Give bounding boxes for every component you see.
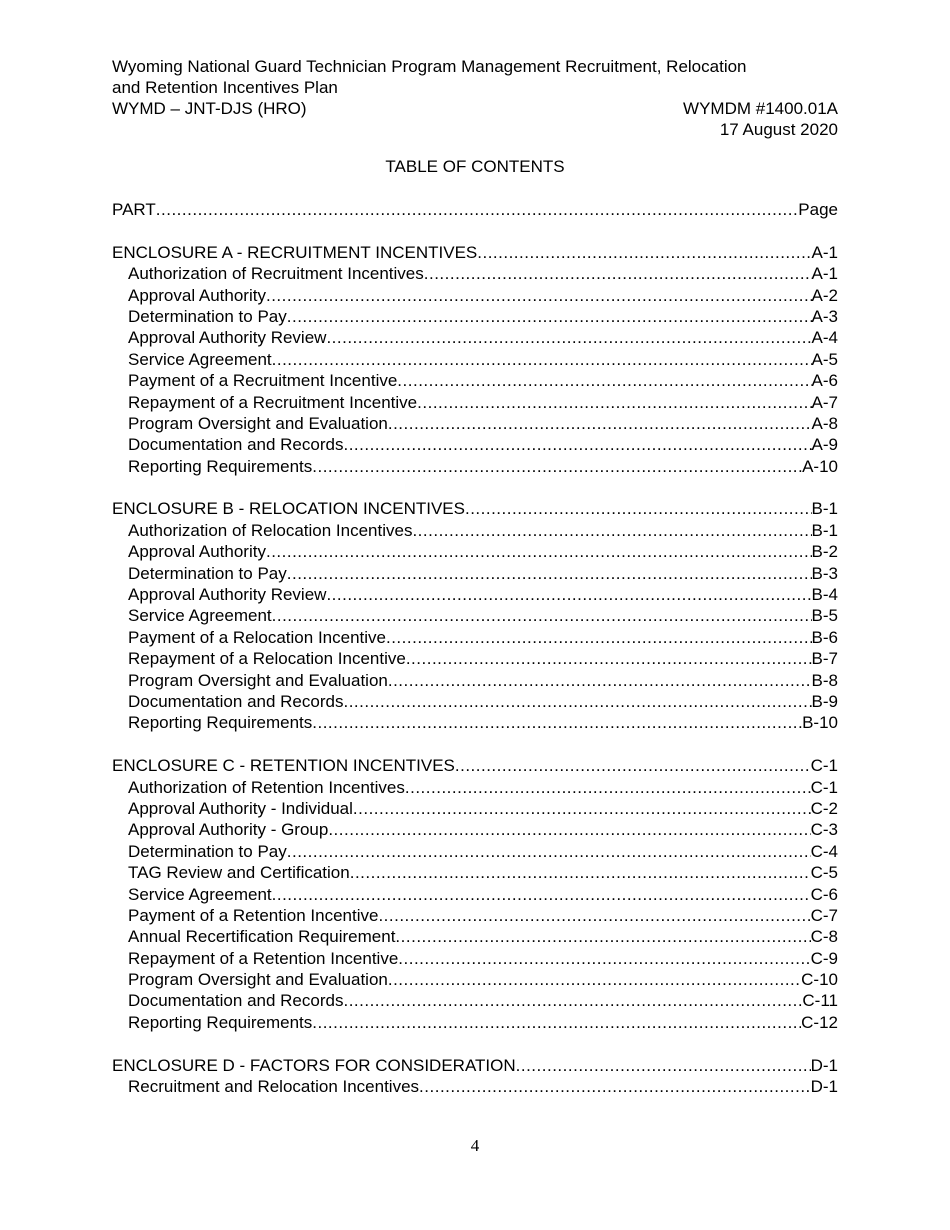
toc-item-row[interactable] — [112, 948, 838, 969]
toc-entry-label: Approval Authority Review — [128, 585, 327, 605]
header-office-row — [112, 98, 838, 119]
toc-leader-dots — [405, 777, 811, 798]
toc-enclosure-row[interactable] — [112, 1055, 838, 1076]
toc-part-label: PART — [112, 200, 156, 219]
document-date: 17 August 2020 — [719, 120, 838, 139]
toc-leader-dots — [455, 755, 811, 776]
toc-entry-page: B-6 — [811, 627, 838, 647]
toc-item-row[interactable] — [112, 670, 838, 691]
toc-entry-label: Determination to Pay — [128, 563, 287, 583]
toc-entry-label: ENCLOSURE A - RECRUITMENT INCENTIVES — [112, 242, 478, 262]
toc-entry-label: TAG Review and Certification — [128, 863, 350, 883]
toc-entry-page: B-5 — [811, 606, 838, 626]
toc-entry-page: D-1 — [810, 1077, 838, 1097]
toc-entry-label: Approval Authority - Individual — [128, 798, 353, 818]
toc-leader-dots — [397, 370, 811, 391]
toc-entry-label: Authorization of Recruitment Incentives — [128, 264, 424, 284]
toc-enclosure-row[interactable] — [112, 755, 838, 776]
toc-entry-page: A-9 — [811, 435, 838, 455]
toc-entry-page: B-3 — [811, 563, 838, 583]
toc-item-row[interactable] — [112, 370, 838, 391]
toc-leader-dots — [287, 306, 812, 327]
toc-entry-label: Payment of a Retention Incentive — [128, 905, 379, 925]
toc-entry-label: ENCLOSURE D - FACTORS FOR CONSIDERATION — [112, 1055, 516, 1075]
toc-leader-dots — [388, 969, 801, 990]
toc-entry-page: B-9 — [811, 691, 838, 711]
toc-leader-dots — [477, 242, 811, 263]
toc-entry-label: Determination to Pay — [128, 841, 287, 861]
toc-item-row[interactable] — [112, 1076, 838, 1097]
toc-item-row[interactable] — [112, 584, 838, 605]
toc-title: TABLE OF CONTENTS — [385, 157, 565, 176]
toc-leader-dots — [328, 819, 810, 840]
toc-entry-page: D-1 — [810, 1055, 838, 1075]
toc-entry-label: ENCLOSURE B - RELOCATION INCENTIVES — [112, 499, 465, 519]
toc-leader-dots — [156, 199, 799, 220]
toc-entry-page: C-12 — [801, 1012, 838, 1032]
page-number: 4 — [470, 1136, 480, 1155]
toc-entry-label: Repayment of a Recruitment Incentive — [128, 392, 418, 412]
toc-entry-page: A-7 — [811, 392, 838, 412]
toc-entry-label: Authorization of Retention Incentives — [128, 777, 405, 797]
toc-item-row[interactable] — [112, 819, 838, 840]
toc-entry-page: B-7 — [811, 649, 838, 669]
toc-item-row[interactable] — [112, 926, 838, 947]
toc-entry-label: Documentation and Records — [128, 435, 344, 455]
toc-item-row[interactable] — [112, 541, 838, 562]
toc-entry-label: Authorization of Relocation Incentives — [128, 520, 413, 540]
toc-item-row[interactable] — [112, 990, 838, 1011]
toc-entry-page: C-10 — [801, 970, 838, 990]
toc-leader-dots — [312, 712, 802, 733]
toc-entry-label: Repayment of a Retention Incentive — [128, 948, 399, 968]
toc-leader-dots — [388, 413, 812, 434]
toc-leader-dots — [388, 670, 812, 691]
toc-leader-dots — [326, 327, 811, 348]
toc-item-row[interactable] — [112, 306, 838, 327]
toc-leader-dots — [343, 691, 811, 712]
toc-entry-page: A-1 — [811, 264, 838, 284]
document-number: WYMDM #1400.01A — [683, 99, 838, 118]
toc-entry-page: A-5 — [811, 349, 838, 369]
toc-item-row[interactable] — [112, 413, 838, 434]
toc-leader-dots — [386, 627, 812, 648]
toc-entry-page: C-6 — [810, 884, 838, 904]
toc-leader-dots — [312, 1012, 801, 1033]
toc-item-row[interactable] — [112, 456, 838, 477]
toc-leader-dots — [326, 584, 811, 605]
toc-leader-dots — [287, 563, 812, 584]
toc-entry-label: Reporting Requirements — [128, 1012, 313, 1032]
toc-entry-label: Approval Authority — [128, 542, 266, 562]
toc-entry-page: A-3 — [811, 306, 838, 326]
toc-entry-page: B-1 — [811, 520, 838, 540]
document-header — [112, 56, 838, 140]
toc-spacer — [112, 220, 838, 241]
toc-entry-label: Repayment of a Relocation Incentive — [128, 649, 406, 669]
toc-entry-label: Program Oversight and Evaluation — [128, 670, 388, 690]
toc-leader-dots — [417, 392, 811, 413]
toc-item-row[interactable] — [112, 691, 838, 712]
toc-item-row[interactable] — [112, 648, 838, 669]
toc-item-row[interactable] — [112, 777, 838, 798]
document-page — [112, 56, 838, 1097]
office-code: WYMD – JNT-DJS (HRO) — [112, 99, 307, 118]
toc-leader-dots — [343, 990, 802, 1011]
toc-leader-dots — [398, 948, 810, 969]
toc-entry-label: Reporting Requirements — [128, 713, 313, 733]
toc-item-row[interactable] — [112, 905, 838, 926]
toc-entry-page: A-6 — [811, 371, 838, 391]
toc-leader-dots — [465, 498, 812, 519]
table-of-contents — [112, 199, 838, 1097]
toc-entry-page: B-2 — [811, 542, 838, 562]
toc-entry-page: C-11 — [802, 991, 838, 1011]
toc-page-label: Page — [798, 200, 838, 219]
toc-item-row[interactable] — [112, 520, 838, 541]
toc-item-row[interactable] — [112, 712, 838, 733]
toc-leader-dots — [312, 456, 802, 477]
toc-entry-page: C-9 — [810, 948, 838, 968]
toc-entry-label: Service Agreement — [128, 884, 272, 904]
toc-entry-page: A-4 — [811, 328, 838, 348]
toc-entry-page: C-4 — [810, 841, 838, 861]
toc-leader-dots — [412, 520, 811, 541]
toc-entry-label: Approval Authority - Group — [128, 820, 329, 840]
toc-entry-label: Documentation and Records — [128, 991, 344, 1011]
toc-item-row[interactable] — [112, 285, 838, 306]
toc-leader-dots — [272, 349, 812, 370]
toc-item-row[interactable] — [112, 841, 838, 862]
toc-entry-page: C-5 — [810, 863, 838, 883]
toc-entry-label: Approval Authority — [128, 285, 266, 305]
toc-item-row[interactable] — [112, 263, 838, 284]
toc-entry-label: Determination to Pay — [128, 306, 287, 326]
toc-item-row[interactable] — [112, 798, 838, 819]
toc-leader-dots — [419, 1076, 811, 1097]
toc-entry-label: Annual Recertification Requirement — [128, 927, 396, 947]
toc-leader-dots — [266, 541, 812, 562]
toc-entry-page: C-1 — [810, 756, 838, 776]
toc-entry-page: B-4 — [811, 585, 838, 605]
toc-entry-page: C-2 — [810, 798, 838, 818]
toc-entry-label: ENCLOSURE C - RETENTION INCENTIVES — [112, 756, 455, 776]
toc-leader-dots — [272, 884, 811, 905]
toc-item-row[interactable] — [112, 327, 838, 348]
toc-leader-dots — [343, 434, 811, 455]
toc-entry-page: A-8 — [811, 413, 838, 433]
toc-entry-label: Documentation and Records — [128, 691, 344, 711]
toc-entry-label: Program Oversight and Evaluation — [128, 413, 388, 433]
toc-entry-label: Reporting Requirements — [128, 456, 313, 476]
toc-entry-page: C-3 — [810, 820, 838, 840]
toc-item-row[interactable] — [112, 392, 838, 413]
toc-item-row[interactable] — [112, 1012, 838, 1033]
toc-entry-label: Approval Authority Review — [128, 328, 327, 348]
toc-item-row[interactable] — [112, 969, 838, 990]
toc-leader-dots — [350, 862, 811, 883]
toc-leader-dots — [516, 1055, 811, 1076]
toc-leader-dots — [395, 926, 810, 947]
toc-entry-page: A-1 — [811, 242, 838, 262]
toc-leader-dots — [272, 605, 812, 626]
toc-leader-dots — [266, 285, 812, 306]
toc-spacer — [112, 1033, 838, 1054]
toc-entry-label: Payment of a Recruitment Incentive — [128, 371, 398, 391]
toc-leader-dots — [424, 263, 812, 284]
toc-leader-dots — [378, 905, 810, 926]
toc-entry-page: A-10 — [802, 456, 838, 476]
toc-entry-label: Recruitment and Relocation Incentives — [128, 1077, 420, 1097]
toc-item-row[interactable] — [112, 862, 838, 883]
toc-item-row[interactable] — [112, 349, 838, 370]
toc-entry-page: A-2 — [811, 285, 838, 305]
toc-entry-label: Payment of a Relocation Incentive — [128, 627, 386, 647]
toc-item-row[interactable] — [112, 434, 838, 455]
toc-spacer — [112, 734, 838, 755]
toc-item-row[interactable] — [112, 884, 838, 905]
toc-entry-page: B-10 — [802, 713, 838, 733]
toc-item-row[interactable] — [112, 627, 838, 648]
toc-item-row[interactable] — [112, 563, 838, 584]
toc-header-row — [112, 199, 838, 220]
toc-entry-label: Service Agreement — [128, 349, 272, 369]
toc-entry-page: B-1 — [811, 499, 838, 519]
toc-spacer — [112, 477, 838, 498]
toc-enclosure-row[interactable] — [112, 498, 838, 519]
document-title-line-2: and Retention Incentives Plan — [112, 78, 338, 97]
toc-entry-page: C-1 — [810, 777, 838, 797]
toc-entry-page: B-8 — [811, 670, 838, 690]
toc-leader-dots — [287, 841, 811, 862]
toc-item-row[interactable] — [112, 605, 838, 626]
toc-leader-dots — [406, 648, 812, 669]
toc-enclosure-row[interactable] — [112, 242, 838, 263]
toc-entry-label: Service Agreement — [128, 606, 272, 626]
toc-entry-page: C-8 — [810, 927, 838, 947]
toc-leader-dots — [353, 798, 811, 819]
toc-entry-label: Program Oversight and Evaluation — [128, 970, 388, 990]
toc-entry-page: C-7 — [810, 905, 838, 925]
document-title-line-1: Wyoming National Guard Technician Program Management Recruitment, Relocation — [112, 57, 747, 76]
